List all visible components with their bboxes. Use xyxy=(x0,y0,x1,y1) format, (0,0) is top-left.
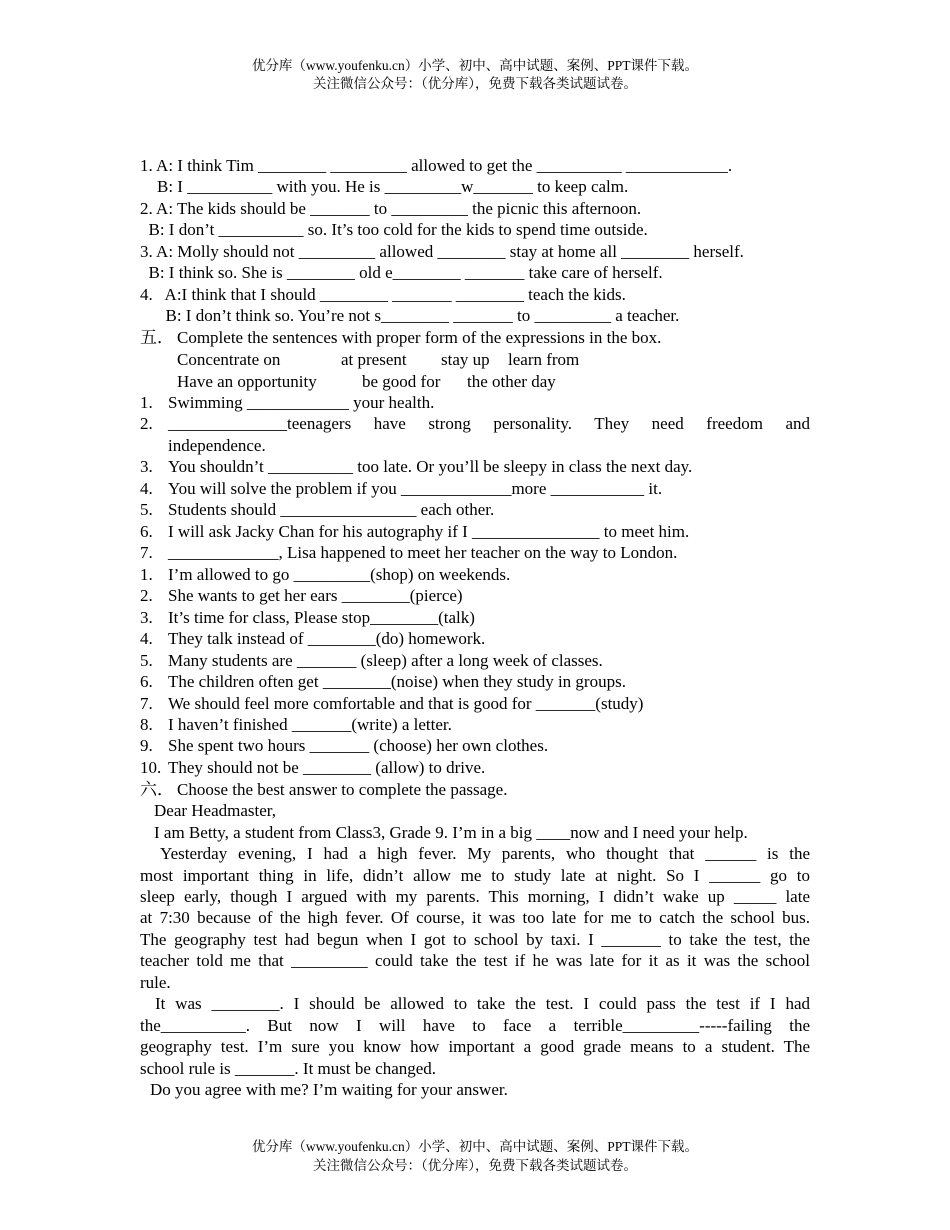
exercise-item: Swimming ____________ your health. xyxy=(168,393,435,412)
item-number: 7. xyxy=(140,543,153,562)
expression-option: Have an opportunity xyxy=(177,372,317,391)
verb-form-item: I’m allowed to go _________(shop) on weekends. xyxy=(168,565,511,584)
dialogue-line: 2. A: The kids should be _______ to _________ the picnic this afternoon. xyxy=(140,199,642,218)
item-number: 5. xyxy=(140,651,153,670)
expression-option: be good for xyxy=(362,372,441,391)
expression-option: Concentrate on xyxy=(177,350,281,369)
page-footer-line2: 关注微信公众号：（优分库），免费下载各类试题试卷。 xyxy=(313,1158,637,1173)
dialogue-line: B: I __________ with you. He is _________w_______ to keep calm. xyxy=(140,177,629,196)
exercise-item: You will solve the problem if you _____________more ___________ it. xyxy=(168,479,663,498)
item-number: 2. xyxy=(140,414,153,433)
exercise-item: Students should ________________ each other. xyxy=(168,500,495,519)
verb-form-item: She wants to get her ears ________(pierce) xyxy=(168,586,463,605)
section-5-marker: 五． xyxy=(140,328,174,347)
item-number: 3. xyxy=(140,608,153,627)
dialogue-line: 4. A:I think that I should ________ _______ ________ teach the kids. xyxy=(140,285,626,304)
verb-form-item: It’s time for class, Please stop________(talk) xyxy=(168,608,475,627)
verb-form-item: She spent two hours _______ (choose) her own clothes. xyxy=(168,736,549,755)
verb-form-item: They should not be ________ (allow) to drive. xyxy=(168,758,486,777)
exercise-item: _____________, Lisa happened to meet her teacher on the way to London. xyxy=(168,543,678,562)
expression-option: at present xyxy=(341,350,407,369)
exercise-item: You shouldn’t __________ too late. Or you’ll be sleepy in class the next day. xyxy=(168,457,693,476)
section-6-instruction: Choose the best answer to complete the passage. xyxy=(177,780,508,799)
item-number: 3. xyxy=(140,457,153,476)
verb-form-item: They talk instead of ________(do) homework. xyxy=(168,629,486,648)
item-number: 1. xyxy=(140,393,153,412)
letter-closing: Do you agree with me? I’m waiting for your answer. xyxy=(150,1080,508,1099)
item-number: 6. xyxy=(140,522,153,541)
section-5-instruction: Complete the sentences with proper form of the expressions in the box. xyxy=(177,328,662,347)
exercise-item: ______________teenagers have strong personality. They need freedom and xyxy=(168,414,810,433)
item-number: 9. xyxy=(140,736,153,755)
item-number: 6. xyxy=(140,672,153,691)
item-number: 5. xyxy=(140,500,153,519)
passage-line: geography test. I’m sure you know how important a good grade means to a student. The xyxy=(140,1037,810,1056)
item-number: 4. xyxy=(140,479,153,498)
item-number: 4. xyxy=(140,629,153,648)
dialogue-line: B: I don’t __________ so. It’s too cold for the kids to spend time outside. xyxy=(140,220,648,239)
passage-line: most important thing in life, didn’t allow me to study late at night. So I ______ go to xyxy=(140,866,810,885)
letter-intro: I am Betty, a student from Class3, Grade 9. I’m in a big ____now and I need your help. xyxy=(154,823,748,842)
passage-line: It was ________. I should be allowed to take the test. I could pass the test if I had xyxy=(155,994,810,1013)
item-number: 8. xyxy=(140,715,153,734)
passage-line: teacher told me that _________ could take the test if he was late for it as it was the school xyxy=(140,951,810,970)
exercise-item: I will ask Jacky Chan for his autography if I _______________ to meet him. xyxy=(168,522,690,541)
item-number: 2. xyxy=(140,586,153,605)
dialogue-line: 1. A: I think Tim ________ _________ allowed to get the __________ ____________. xyxy=(140,156,733,175)
page-header-line1: 优分库（www.youfenku.cn）小学、初中、高中试题、案例、PPT课件下载。 xyxy=(251,58,699,73)
passage-line: at 7:30 because of the high fever. Of course, it was too late for me to catch the school bus. xyxy=(140,908,810,927)
passage-line: sleep early, though I argued with my parents. This morning, I didn’t wake up _____ late xyxy=(140,887,810,906)
letter-salutation: Dear Headmaster, xyxy=(154,801,277,820)
dialogue-line: B: I don’t think so. You’re not s________ _______ to _________ a teacher. xyxy=(140,306,680,325)
passage-line: Yesterday evening, I had a high fever. My parents, who thought that ______ is the xyxy=(160,844,810,863)
verb-form-item: We should feel more comfortable and that is good for _______(study) xyxy=(168,694,644,713)
passage-line: The geography test had begun when I got to school by taxi. I _______ to take the test, the xyxy=(140,930,810,949)
expression-option: the other day xyxy=(467,372,556,391)
passage-line: rule. xyxy=(140,973,171,992)
page-footer-line1: 优分库（www.youfenku.cn）小学、初中、高中试题、案例、PPT课件下载。 xyxy=(251,1139,699,1154)
item-number: 10. xyxy=(140,758,162,777)
exercise-item-continuation: independence. xyxy=(168,436,266,455)
dialogue-line: 3. A: Molly should not _________ allowed ________ stay at home all ________ herself. xyxy=(140,242,744,261)
expression-option: stay up xyxy=(441,350,490,369)
expression-option: learn from xyxy=(508,350,580,369)
verb-form-item: The children often get ________(noise) when they study in groups. xyxy=(168,672,626,691)
passage-line: school rule is _______. It must be changed. xyxy=(140,1059,437,1078)
passage-line: the__________. But now I will have to face a terrible_________-----failing the xyxy=(140,1016,810,1035)
verb-form-item: Many students are _______ (sleep) after a long week of classes. xyxy=(168,651,603,670)
page-header-line2: 关注微信公众号：（优分库），免费下载各类试题试卷。 xyxy=(313,76,637,91)
item-number: 7. xyxy=(140,694,153,713)
dialogue-line: B: I think so. She is ________ old e________ _______ take care of herself. xyxy=(140,263,663,282)
verb-form-item: I haven’t finished _______(write) a letter. xyxy=(168,715,452,734)
item-number: 1. xyxy=(140,565,153,584)
section-6-marker: 六． xyxy=(140,780,174,799)
